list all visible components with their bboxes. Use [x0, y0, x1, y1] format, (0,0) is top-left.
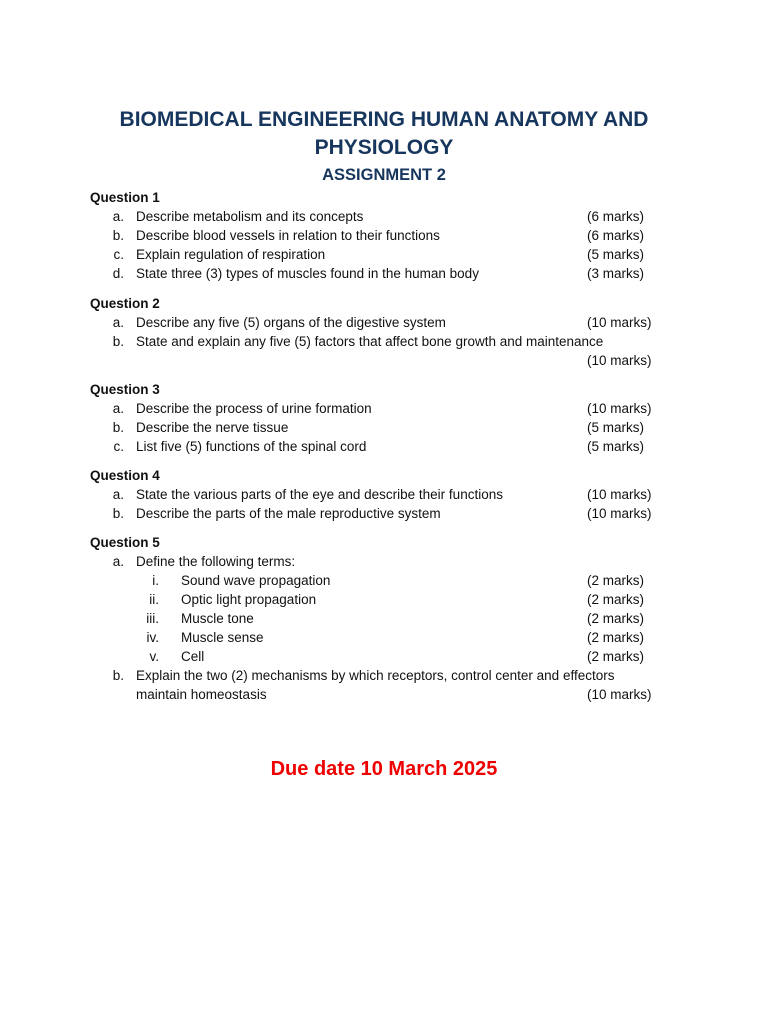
question-5-subitem-v	[0, 647, 768, 666]
item-text: State three (3) types of muscles found in the human body	[136, 266, 479, 281]
item-text: Define the following terms:	[136, 554, 296, 569]
item-label: c.	[113, 439, 124, 454]
item-marks: (10 marks)	[587, 353, 652, 368]
item-marks: (3 marks)	[587, 266, 644, 281]
question-5-subitem-iv	[0, 628, 768, 647]
document-title	[84, 106, 684, 162]
question-3-item-b	[0, 418, 768, 437]
item-text: State the various parts of the eye and describe their functions	[136, 487, 503, 502]
due-date: Due date 10 March 2025	[270, 758, 498, 780]
question-4-item-b	[0, 504, 768, 523]
subitem-label: v.	[149, 649, 159, 664]
question-5-item-a	[0, 552, 768, 571]
question-5-subitem-ii	[0, 590, 768, 609]
question-3-item-c	[0, 437, 768, 456]
subitem-text: Sound wave propagation	[181, 573, 331, 588]
question-2-item-b	[0, 332, 768, 351]
assignment-subtitle: ASSIGNMENT 2	[322, 166, 446, 184]
item-label: a.	[112, 209, 124, 224]
question-1-heading: Question 1	[90, 190, 160, 205]
question-5-subitem-iii	[0, 609, 768, 628]
item-label: b.	[112, 420, 124, 435]
question-3-heading: Question 3	[90, 382, 160, 397]
item-label: c.	[113, 247, 124, 262]
question-2-item-b-marks-row	[0, 351, 768, 370]
item-label: a.	[112, 401, 124, 416]
question-3-item-a	[0, 399, 768, 418]
item-label: a.	[112, 487, 124, 502]
question-5-item-b	[0, 666, 768, 685]
item-text: Explain the two (2) mechanisms by which receptors, control center and effectors	[136, 668, 615, 683]
subitem-text: Cell	[181, 649, 205, 664]
item-marks: (10 marks)	[587, 506, 652, 521]
item-text: Describe the process of urine formation	[136, 401, 372, 416]
item-label: b.	[112, 506, 124, 521]
item-text: Describe any five (5) organs of the digestive system	[136, 315, 446, 330]
question-1-item-c	[0, 245, 768, 264]
subitem-label: i.	[152, 573, 159, 588]
item-marks: (5 marks)	[587, 439, 644, 454]
item-marks: (6 marks)	[587, 209, 644, 224]
item-label: a.	[112, 315, 124, 330]
item-text: Describe metabolism and its concepts	[136, 209, 364, 224]
subitem-label: ii.	[149, 592, 159, 607]
item-label: b.	[112, 668, 124, 683]
subitem-text: Optic light propagation	[181, 592, 317, 607]
item-text: Explain regulation of respiration	[136, 247, 326, 262]
subitem-marks: (2 marks)	[587, 649, 644, 664]
question-5-heading: Question 5	[90, 535, 160, 550]
subitem-label: iv.	[146, 630, 159, 645]
subitem-marks: (2 marks)	[587, 573, 644, 588]
question-1-item-b	[0, 226, 768, 245]
item-text: Describe the parts of the male reproductive system	[136, 506, 441, 521]
question-1-item-a	[0, 207, 768, 226]
title-line-2: PHYSIOLOGY	[314, 136, 454, 159]
question-4-item-a	[0, 485, 768, 504]
question-2-heading: Question 2	[90, 296, 160, 311]
item-label: b.	[112, 228, 124, 243]
question-1-item-d	[0, 264, 768, 283]
item-text: Describe blood vessels in relation to their functions	[136, 228, 440, 243]
question-5-item-b-continued	[0, 685, 768, 704]
subitem-marks: (2 marks)	[587, 630, 644, 645]
item-marks: (5 marks)	[587, 247, 644, 262]
item-label: b.	[112, 334, 124, 349]
subitem-marks: (2 marks)	[587, 592, 644, 607]
title-line-1: BIOMEDICAL ENGINEERING HUMAN ANATOMY AND	[119, 108, 649, 131]
subitem-label: iii.	[146, 611, 159, 626]
question-5-subitem-i	[0, 571, 768, 590]
item-text-line-2: maintain homeostasis	[136, 687, 267, 702]
question-2-item-a	[0, 313, 768, 332]
item-label: d.	[112, 266, 124, 281]
subitem-text: Muscle sense	[181, 630, 264, 645]
subitem-marks: (2 marks)	[587, 611, 644, 626]
question-4-heading: Question 4	[90, 468, 160, 483]
item-marks: (6 marks)	[587, 228, 644, 243]
item-text: State and explain any five (5) factors that affect bone growth and maintenance	[136, 334, 604, 349]
item-marks: (10 marks)	[587, 401, 652, 416]
item-label: a.	[112, 554, 124, 569]
item-text: List five (5) functions of the spinal cord	[136, 439, 367, 454]
item-marks: (10 marks)	[587, 687, 652, 702]
subitem-text: Muscle tone	[181, 611, 254, 626]
item-marks: (10 marks)	[587, 487, 652, 502]
item-marks: (5 marks)	[587, 420, 644, 435]
item-text: Describe the nerve tissue	[136, 420, 289, 435]
item-marks: (10 marks)	[587, 315, 652, 330]
